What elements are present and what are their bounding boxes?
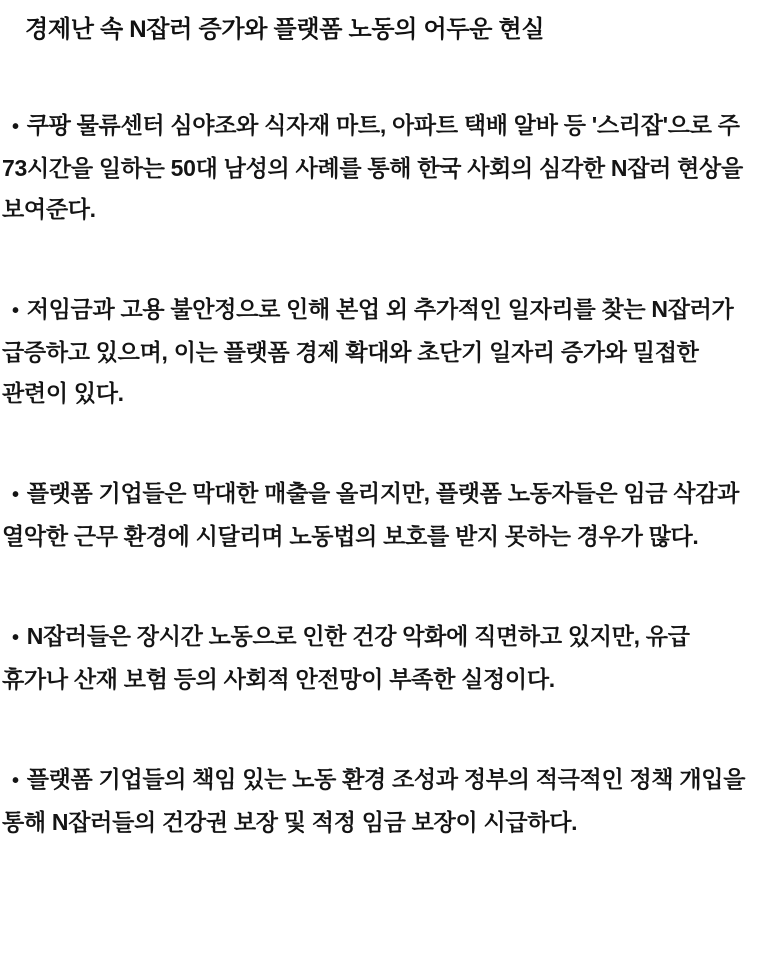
bullet-marker: • (12, 484, 19, 506)
bullet-marker: • (12, 627, 19, 649)
bullet-marker: • (12, 770, 19, 792)
bullet-item-4 (2, 616, 758, 700)
bullet-item-3 (2, 473, 758, 557)
document-page (0, 14, 780, 969)
bullet-marker: • (12, 116, 19, 138)
bullet-item-5 (2, 759, 758, 843)
bullet-item-1 (2, 105, 758, 230)
bullet-text-5: 플랫폼 기업들의 책임 있는 노동 환경 조성과 정부의 적극적인 정책 개입을 통해 N잡러들의 건강권 보장 및 적정 임금 보장이 시급하다. (2, 766, 746, 835)
bullet-text-2: 저임금과 고용 불안정으로 인해 본업 외 추가적인 일자리를 찾는 N잡러가 급증하고 있으며, 이는 플랫폼 경제 확대와 초단기 일자리 증가와 밀접한 관련이 있다. (2, 296, 734, 406)
bullet-list (0, 105, 780, 843)
bullet-item-2 (2, 289, 758, 414)
bullet-marker: • (12, 300, 19, 322)
bullet-text-1: 쿠팡 물류센터 심야조와 식자재 마트, 아파트 택배 알바 등 '스리잡'으로 주 73시간을 일하는 50대 남성의 사례를 통해 한국 사회의 심각한 N잡러 현상을 보여준다. (2, 112, 743, 222)
bullet-text-3: 플랫폼 기업들은 막대한 매출을 올리지만, 플랫폼 노동자들은 임금 삭감과 열악한 근무 환경에 시달리며 노동법의 보호를 받지 못하는 경우가 많다. (2, 480, 740, 549)
bullet-text-4: N잡러들은 장시간 노동으로 인한 건강 악화에 직면하고 있지만, 유급 휴가나 산재 보험 등의 사회적 안전망이 부족한 실정이다. (2, 623, 690, 692)
page-title: 경제난 속 N잡러 증가와 플랫폼 노동의 어두운 현실 (25, 16, 545, 43)
